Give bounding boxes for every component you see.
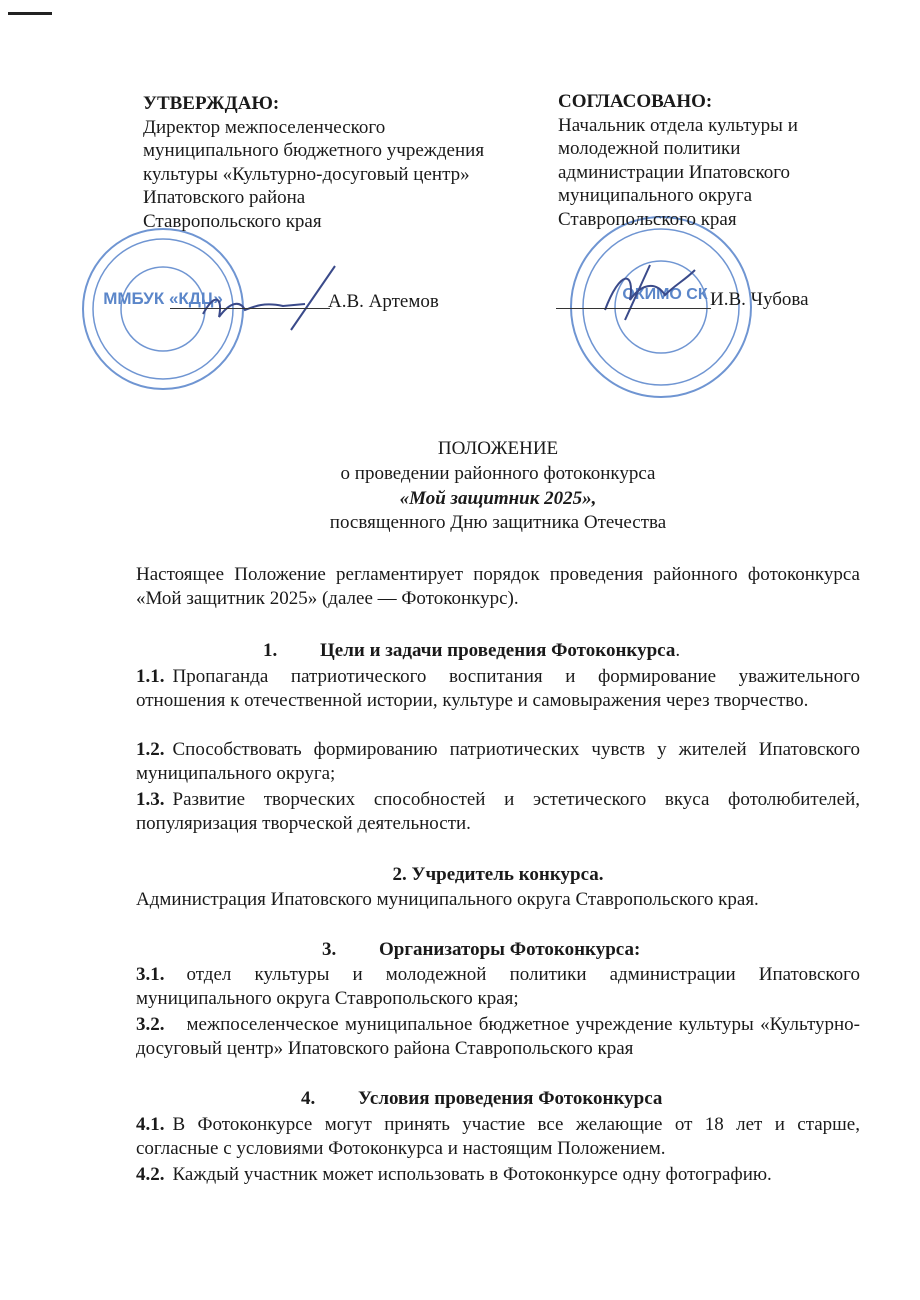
clause-3-2 xyxy=(136,1013,860,1060)
approve-signer-name: А.В. Артемов xyxy=(328,291,439,312)
clause-number: 4.1. xyxy=(136,1114,165,1135)
agree-line: муниципального округа xyxy=(558,185,753,206)
clause-number: 4.2. xyxy=(136,1164,165,1185)
section-number: 3. xyxy=(322,939,337,960)
artemov-signature xyxy=(195,262,345,337)
section-3-heading xyxy=(322,939,920,961)
clause-1-1 xyxy=(136,665,860,712)
approve-heading: УТВЕРЖДАЮ: xyxy=(143,93,280,114)
section-number: 1. xyxy=(263,640,278,661)
clause-number: 1.2. xyxy=(136,739,165,760)
section-number: 4. xyxy=(301,1088,316,1109)
approve-block xyxy=(143,92,543,233)
approve-line: муниципального бюджетного учреждения xyxy=(143,140,485,161)
clause-1-2 xyxy=(136,738,860,785)
section-2-text: Администрация Ипатовского муниципального округа Ставропольского края. xyxy=(136,889,759,910)
clause-text: отдел культуры и молодежной политики администрации Ипатовского муниципального округа Ставропольского края; xyxy=(136,964,860,1009)
clause-4-1 xyxy=(136,1113,860,1160)
approve-line: Ставропольского края xyxy=(143,210,322,232)
chubova-signature xyxy=(595,250,708,330)
contest-name: «Мой защитник 2025», xyxy=(399,488,597,509)
clause-3-1 xyxy=(136,963,860,1010)
document-title: ПОЛОЖЕНИЕ xyxy=(437,438,559,459)
intro-paragraph: Настоящее Положение регламентирует порядок проведения районного фотоконкурса «Мой защитник 2025» (далее — Фотоконкурс). xyxy=(136,564,860,609)
agree-line: администрации Ипатовского xyxy=(558,161,791,183)
clause-text: Развитие творческих способностей и эстетического вкуса фотолюбителей, популяризация творческой деятельности. xyxy=(136,789,860,834)
clause-text: Каждый участник может использовать в Фотоконкурсе одну фотографию. xyxy=(172,1164,772,1185)
scan-corner-mark xyxy=(8,12,52,15)
section-title-dot: . xyxy=(675,640,681,661)
approve-line: Ипатовского района xyxy=(143,187,306,208)
document-subtitle: о проведении районного фотоконкурса xyxy=(340,463,656,484)
clause-number: 1.3. xyxy=(136,789,165,810)
clause-number: 1.1. xyxy=(136,666,165,687)
agree-signature-line xyxy=(556,308,711,309)
agree-heading: СОГЛАСОВАНО: xyxy=(558,91,713,112)
document-dedication: посвященного Дню защитника Отечества xyxy=(329,512,667,533)
agree-line: Ставропольского края xyxy=(558,208,737,230)
clause-text: В Фотоконкурсе могут принять участие все желающие от 18 лет и старше, согласные с условиями Фотоконкурса и настоящим Положением. xyxy=(136,1114,860,1159)
right-seal-text: ОКИМО СК xyxy=(622,286,708,303)
section-4-heading xyxy=(301,1088,920,1110)
approve-signature-line xyxy=(170,308,330,309)
section-1-heading xyxy=(263,640,920,662)
clause-4-2 xyxy=(136,1163,860,1187)
section-title: Организаторы Фотоконкурса: xyxy=(379,939,641,960)
approve-line: Директор межпоселенческого xyxy=(143,116,386,138)
section-title: Условия проведения Фотоконкурса xyxy=(358,1088,663,1109)
clause-number: 3.1. xyxy=(136,964,165,985)
approve-line: культуры «Культурно-досуговый центр» xyxy=(143,163,470,185)
section-title: Цели и задачи проведения Фотоконкурса xyxy=(320,640,676,661)
agree-block xyxy=(558,90,878,231)
clause-text: Способствовать формированию патриотических чувств у жителей Ипатовского муниципального округа; xyxy=(136,739,860,784)
agree-line: молодежной политики xyxy=(558,138,741,159)
agree-signer-name: И.В. Чубова xyxy=(710,289,809,310)
clause-number: 3.2. xyxy=(136,1014,165,1035)
left-seal-text: ММБУК «КДЦ» xyxy=(103,289,223,308)
clause-text: Пропаганда патриотического воспитания и формирование уважительного отношения к отечественной истории, культуре и самовыражения через творчество. xyxy=(136,666,860,711)
section-2-heading: 2. Учредитель конкурса. xyxy=(392,864,604,885)
agree-line: Начальник отдела культуры и xyxy=(558,114,798,136)
clause-text: межпоселенческое муниципальное бюджетное учреждение культуры «Культурно-досуговый центр» Ипатовского района Ставропольского края xyxy=(136,1014,860,1059)
clause-1-3 xyxy=(136,788,860,835)
